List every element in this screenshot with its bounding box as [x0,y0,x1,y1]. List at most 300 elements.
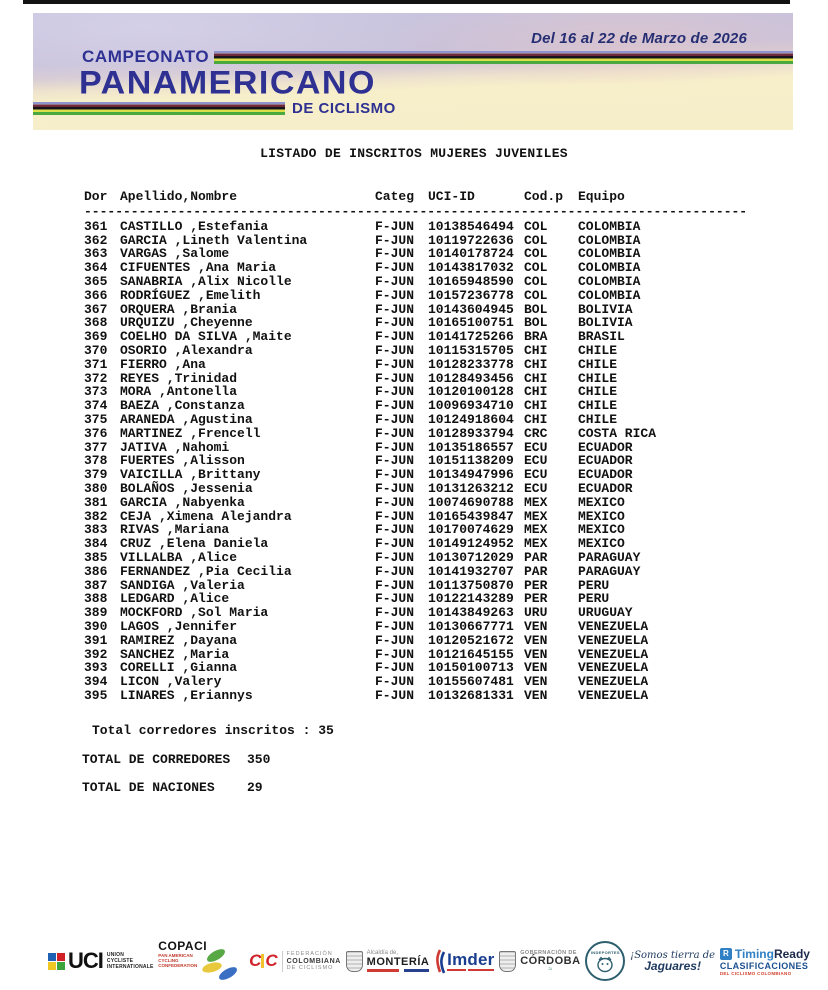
table-row [84,344,774,358]
table-row [84,220,774,234]
cell-uci-id: 10130712029 [428,549,514,565]
cell-dor: 376 [84,425,108,441]
cell-name: VARGAS ,Salome [120,246,230,262]
col-header-apellido-nombre: Apellido,Nombre [120,189,238,204]
cell-dor: 366 [84,287,108,303]
logo-line-campeonato [82,48,793,65]
cell-uci-id: 10131263212 [428,480,514,496]
cell-uci-id: 10119722636 [428,232,514,248]
cell-name: COELHO DA SILVA ,Maite [120,329,292,345]
total-corredores-value: 350 [247,752,271,767]
cell-categ: F-JUN [375,273,415,289]
table-row [84,330,774,344]
cordoba-shield-icon [499,951,516,972]
cell-name: LINARES ,Eriannys [120,687,253,703]
cell-cod-p: URU [524,605,548,621]
cell-name: JATIVA ,Nahomi [120,439,230,455]
cell-equipo: ECUADOR [578,467,633,483]
cell-dor: 379 [84,467,108,483]
roster-table [84,190,774,703]
total-naciones-line [82,780,263,795]
cell-categ: F-JUN [375,522,415,538]
cell-equipo: CHILE [578,384,618,400]
cell-cod-p: CRC [524,425,548,441]
cell-uci-id: 10165100751 [428,315,514,331]
table-row [84,372,774,386]
total-naciones-label: TOTAL DE NACIONES [82,780,215,795]
cell-cod-p: BRA [524,329,548,345]
cell-name: LICON ,Valery [120,674,222,690]
cell-cod-p: VEN [524,646,548,662]
cell-uci-id: 10124918604 [428,411,514,427]
cell-name: BOLAÑOS ,Jessenia [120,480,253,496]
uci-subtext: UNION CYCLISTE INTERNATIONALE [106,952,154,970]
total-corredores-line [82,752,270,767]
cell-uci-id: 10135186557 [428,439,514,455]
logo-line-deciclismo [33,101,396,116]
cordoba-text: GOBERNACIÓN DE CÓRDOBA ≈ [520,949,581,973]
cell-name: SANABRIA ,Alix Nicolle [120,273,292,289]
cell-categ: F-JUN [375,246,415,262]
cell-dor: 368 [84,315,108,331]
table-row [84,510,774,524]
cell-dor: 370 [84,342,108,358]
cell-categ: F-JUN [375,508,415,524]
cell-equipo: MEXICO [578,522,625,538]
table-row [84,496,774,510]
cell-categ: F-JUN [375,646,415,662]
table-row [84,358,774,372]
cell-uci-id: 10165439847 [428,508,514,524]
cell-name: MOCKFORD ,Sol Maria [120,605,269,621]
cell-dor: 362 [84,232,108,248]
cell-dor: 395 [84,687,108,703]
copaci-logo [158,939,244,983]
table-row [84,247,774,261]
imder-underline [447,969,494,971]
cell-cod-p: COL [524,246,548,262]
cell-dor: 393 [84,660,108,676]
uci-rainbow-stripes-right [214,51,793,64]
cell-dor: 382 [84,508,108,524]
federacion-colombiana-ciclismo-logo [249,951,341,972]
cell-cod-p: MEX [524,522,548,538]
cell-equipo: CHILE [578,342,618,358]
indeportes-cordoba-badge-icon: INDEPORTES [585,941,625,981]
cell-equipo: VENEZUELA [578,632,649,648]
imder-logo [434,948,494,974]
cell-cod-p: VEN [524,660,548,676]
cell-categ: F-JUN [375,632,415,648]
cell-name: GARCIA ,Lineth Valentina [120,232,308,248]
cell-dor: 383 [84,522,108,538]
top-black-bar [23,0,790,4]
cell-equipo: CHILE [578,370,618,386]
cell-equipo: COLOMBIA [578,260,641,276]
cell-cod-p: MEX [524,536,548,552]
cell-cod-p: CHI [524,411,548,427]
table-row [84,427,774,441]
table-row [84,385,774,399]
table-row [84,620,774,634]
logo-deciclismo-text: DE CICLISMO [292,100,396,117]
cell-categ: F-JUN [375,687,415,703]
cell-cod-p: VEN [524,618,548,634]
cell-categ: F-JUN [375,605,415,621]
cell-equipo: PERU [578,577,610,593]
fcc-cic-mark-icon: C C [249,951,277,970]
cell-uci-id: 10074690788 [428,494,514,510]
roster-rows [84,220,774,703]
col-header-uci-id: UCI-ID [428,189,475,204]
cell-cod-p: CHI [524,384,548,400]
table-row [84,579,774,593]
table-row [84,523,774,537]
cell-categ: F-JUN [375,494,415,510]
table-row [84,592,774,606]
cell-equipo: PARAGUAY [578,563,641,579]
cell-categ: F-JUN [375,674,415,690]
cell-categ: F-JUN [375,370,415,386]
cell-name: VILLALBA ,Alice [120,549,238,565]
cell-categ: F-JUN [375,411,415,427]
cell-name: ARANEDA ,Agustina [120,411,253,427]
cell-categ: F-JUN [375,536,415,552]
cell-categ: F-JUN [375,467,415,483]
imder-figure-icon [434,948,447,974]
table-row [84,454,774,468]
cell-name: REYES ,Trinidad [120,370,238,386]
cell-name: OSORIO ,Alexandra [120,342,253,358]
cell-name: FUERTES ,Alisson [120,453,245,469]
cell-cod-p: PAR [524,549,548,565]
alcaldia-monteria-logo [346,950,430,972]
cell-categ: F-JUN [375,660,415,676]
cell-dor: 388 [84,591,108,607]
cell-dor: 363 [84,246,108,262]
cell-categ: F-JUN [375,563,415,579]
cell-uci-id: 10120100128 [428,384,514,400]
cell-equipo: COLOMBIA [578,218,641,234]
cell-equipo: COLOMBIA [578,246,641,262]
cell-uci-id: 10113750870 [428,577,514,593]
cell-dor: 391 [84,632,108,648]
header-separator: ------------------------------------------------------------------------------------- [84,204,748,219]
cell-categ: F-JUN [375,453,415,469]
cell-cod-p: CHI [524,370,548,386]
logo-campeonato-text: CAMPEONATO [82,47,210,66]
cell-uci-id: 10143604945 [428,301,514,317]
cell-dor: 389 [84,605,108,621]
cell-name: GARCIA ,Nabyenka [120,494,245,510]
cell-cod-p: COL [524,260,548,276]
gobernacion-cordoba-logo [499,950,580,973]
copaci-subtext: PAN AMERICAN CYCLING CONFEDERATION [158,953,198,968]
cell-categ: F-JUN [375,577,415,593]
cell-categ: F-JUN [375,260,415,276]
cell-equipo: MEXICO [578,536,625,552]
table-row [84,565,774,579]
monteria-shield-icon [346,951,363,972]
cell-uci-id: 10138546494 [428,218,514,234]
cell-dor: 387 [84,577,108,593]
cell-uci-id: 10120521672 [428,632,514,648]
cell-equipo: VENEZUELA [578,674,649,690]
cell-dor: 375 [84,411,108,427]
cell-uci-id: 10155607481 [428,674,514,690]
table-row [84,689,774,703]
table-row [84,275,774,289]
cell-cod-p: ECU [524,453,548,469]
cell-uci-id: 10128493456 [428,370,514,386]
cell-uci-id: 10150100713 [428,660,514,676]
cell-name: RODRÍGUEZ ,Emelith [120,287,261,303]
cell-uci-id: 10128933794 [428,425,514,441]
cell-equipo: VENEZUELA [578,646,649,662]
cell-dor: 361 [84,218,108,234]
cell-cod-p: MEX [524,508,548,524]
table-row [84,648,774,662]
uci-logo [48,948,154,974]
cell-cod-p: COL [524,218,548,234]
cell-cod-p: ECU [524,439,548,455]
cell-categ: F-JUN [375,287,415,303]
timingready-logo: R Timing Ready CLASIFICACIONES DEL CICLISMO COLOMBIANO [719,946,810,976]
cell-uci-id: 10157236778 [428,287,514,303]
cell-categ: F-JUN [375,356,415,372]
cell-uci-id: 10151138209 [428,453,514,469]
table-row [84,468,774,482]
table-row [84,537,774,551]
cell-equipo: BRASIL [578,329,625,345]
col-header-categ: Categ [375,189,415,204]
cell-uci-id: 10149124952 [428,536,514,552]
cell-equipo: COLOMBIA [578,232,641,248]
table-row [84,661,774,675]
cell-equipo: PARAGUAY [578,549,641,565]
cell-name: CIFUENTES ,Ana Maria [120,260,277,276]
cell-equipo: URUGUAY [578,605,633,621]
event-date-range: Del 16 al 22 de Marzo de 2026 [531,30,747,47]
cell-equipo: BOLIVIA [578,315,633,331]
jaguar-head-icon [595,955,615,973]
uci-wordmark: UCI [68,948,103,973]
cell-cod-p: ECU [524,467,548,483]
cell-dor: 390 [84,618,108,634]
cell-dor: 394 [84,674,108,690]
cell-name: CEJA ,Ximena Alejandra [120,508,292,524]
cell-uci-id: 10115315705 [428,342,514,358]
cell-uci-id: 10132681331 [428,687,514,703]
cell-cod-p: ECU [524,480,548,496]
cell-equipo: ECUADOR [578,480,633,496]
cell-dor: 392 [84,646,108,662]
cell-name: CASTILLO ,Estefania [120,218,269,234]
cell-equipo: ECUADOR [578,439,633,455]
cell-categ: F-JUN [375,218,415,234]
timingready-clasificaciones: CLASIFICACIONES [719,960,809,971]
cell-categ: F-JUN [375,301,415,317]
cell-uci-id: 10130667771 [428,618,514,634]
cell-categ: F-JUN [375,439,415,455]
cell-name: LAGOS ,Jennifer [120,618,238,634]
page-title: LISTADO DE INSCRITOS MUJERES JUVENILES [260,146,568,161]
cell-dor: 364 [84,260,108,276]
cell-uci-id: 10140178724 [428,246,514,262]
table-row [84,634,774,648]
cell-dor: 365 [84,273,108,289]
cell-cod-p: BOL [524,301,548,317]
table-row [84,675,774,689]
cell-name: RAMIREZ ,Dayana [120,632,238,648]
table-row [84,441,774,455]
table-row [84,316,774,330]
cell-dor: 377 [84,439,108,455]
cell-cod-p: CHI [524,356,548,372]
timingready-r-icon: R [720,948,732,960]
cell-equipo: VENEZUELA [578,660,649,676]
cell-equipo: VENEZUELA [578,687,649,703]
cell-equipo: ECUADOR [578,453,633,469]
cell-categ: F-JUN [375,549,415,565]
table-row [84,399,774,413]
cell-uci-id: 10096934710 [428,398,514,414]
cell-name: LEDGARD ,Alice [120,591,230,607]
cell-uci-id: 10134947996 [428,467,514,483]
cell-categ: F-JUN [375,398,415,414]
cell-dor: 380 [84,480,108,496]
table-row [84,261,774,275]
cell-uci-id: 10165948590 [428,273,514,289]
cell-categ: F-JUN [375,232,415,248]
cell-equipo: PERU [578,591,610,607]
cell-uci-id: 10128233778 [428,356,514,372]
cell-equipo: VENEZUELA [578,618,649,634]
monteria-tricolor-bar [367,969,430,972]
cell-categ: F-JUN [375,618,415,634]
cell-equipo: COLOMBIA [578,273,641,289]
table-row [84,606,774,620]
sponsor-footer [48,936,810,986]
cell-dor: 367 [84,301,108,317]
cell-equipo: CHILE [578,356,618,372]
cell-name: SANCHEZ ,Maria [120,646,230,662]
cell-cod-p: PER [524,577,548,593]
cell-equipo: BOLIVIA [578,301,633,317]
cell-categ: F-JUN [375,329,415,345]
cell-cod-p: COL [524,287,548,303]
table-row [84,303,774,317]
col-header-cod-p: Cod.p [524,189,564,204]
cell-name: FIERRO ,Ana [120,356,206,372]
cell-name: MARTINEZ ,Frencell [120,425,261,441]
cell-dor: 369 [84,329,108,345]
cell-uci-id: 10122143289 [428,591,514,607]
imder-text: Imder [447,949,495,969]
cell-cod-p: MEX [524,494,548,510]
timingready-subtext: DEL CICLISMO COLOMBIANO [719,970,792,976]
cell-cod-p: VEN [524,687,548,703]
cell-uci-id: 10170074629 [428,522,514,538]
table-row [84,234,774,248]
cell-uci-id: 10143817032 [428,260,514,276]
cell-categ: F-JUN [375,315,415,331]
cell-cod-p: PER [524,591,548,607]
uci-rainbow-mark-icon [48,953,65,970]
cell-uci-id: 10141725266 [428,329,514,345]
table-row [84,289,774,303]
cell-uci-id: 10141932707 [428,563,514,579]
event-banner [33,13,793,130]
cell-name: RIVAS ,Mariana [120,522,230,538]
cell-cod-p: VEN [524,674,548,690]
table-row [84,551,774,565]
cell-name: URQUIZU ,Cheyenne [120,315,253,331]
cell-equipo: CHILE [578,398,618,414]
logo-panamericano-text: PANAMERICANO [79,64,376,102]
table-row [84,413,774,427]
cell-dor: 381 [84,494,108,510]
cell-name: MORA ,Antonella [120,384,238,400]
cell-categ: F-JUN [375,342,415,358]
cell-name: ORQUERA ,Brania [120,301,238,317]
col-header-dor: Dor [84,189,108,204]
cell-name: CRUZ ,Elena Daniela [120,536,269,552]
cell-dor: 378 [84,453,108,469]
cell-equipo: COLOMBIA [578,287,641,303]
uci-rainbow-stripes-left [33,102,285,115]
cell-name: CORELLI ,Gianna [120,660,238,676]
cell-cod-p: PAR [524,563,548,579]
cell-categ: F-JUN [375,480,415,496]
cell-categ: F-JUN [375,591,415,607]
cell-uci-id: 10143849263 [428,605,514,621]
cell-cod-p: COL [524,232,548,248]
total-corredores-label: TOTAL DE CORREDORES [82,752,231,767]
cell-name: FERNANDEZ ,Pia Cecilia [120,563,292,579]
cell-cod-p: CHI [524,398,548,414]
cell-dor: 373 [84,384,108,400]
total-inscritos-line: Total corredores inscritos : 35 [92,723,334,738]
table-row [84,482,774,496]
cell-cod-p: VEN [524,632,548,648]
cell-dor: 371 [84,356,108,372]
cell-equipo: CHILE [578,411,618,427]
cell-name: VAICILLA ,Brittany [120,467,261,483]
cell-categ: F-JUN [375,425,415,441]
cell-dor: 385 [84,549,108,565]
cell-dor: 384 [84,536,108,552]
copaci-wordmark: COPACI [158,939,208,953]
jaguares-tagline: ¡Somos tierra de Jaguares! [630,950,716,973]
cell-equipo: COSTA RICA [578,425,657,441]
cell-categ: F-JUN [375,384,415,400]
cell-dor: 386 [84,563,108,579]
cell-equipo: MEXICO [578,494,625,510]
table-header [84,190,774,204]
cell-uci-id: 10121645155 [428,646,514,662]
cell-dor: 372 [84,370,108,386]
monteria-text: Alcaldía de, MONTERÍA [367,950,430,972]
cell-cod-p: CHI [524,342,548,358]
cell-name: SANDIGA ,Valeria [120,577,245,593]
cell-dor: 374 [84,398,108,414]
cell-cod-p: BOL [524,315,548,331]
cell-name: BAEZA ,Constanza [120,398,245,414]
col-header-equipo: Equipo [578,189,625,204]
total-naciones-value: 29 [247,780,263,795]
cell-equipo: MEXICO [578,508,625,524]
